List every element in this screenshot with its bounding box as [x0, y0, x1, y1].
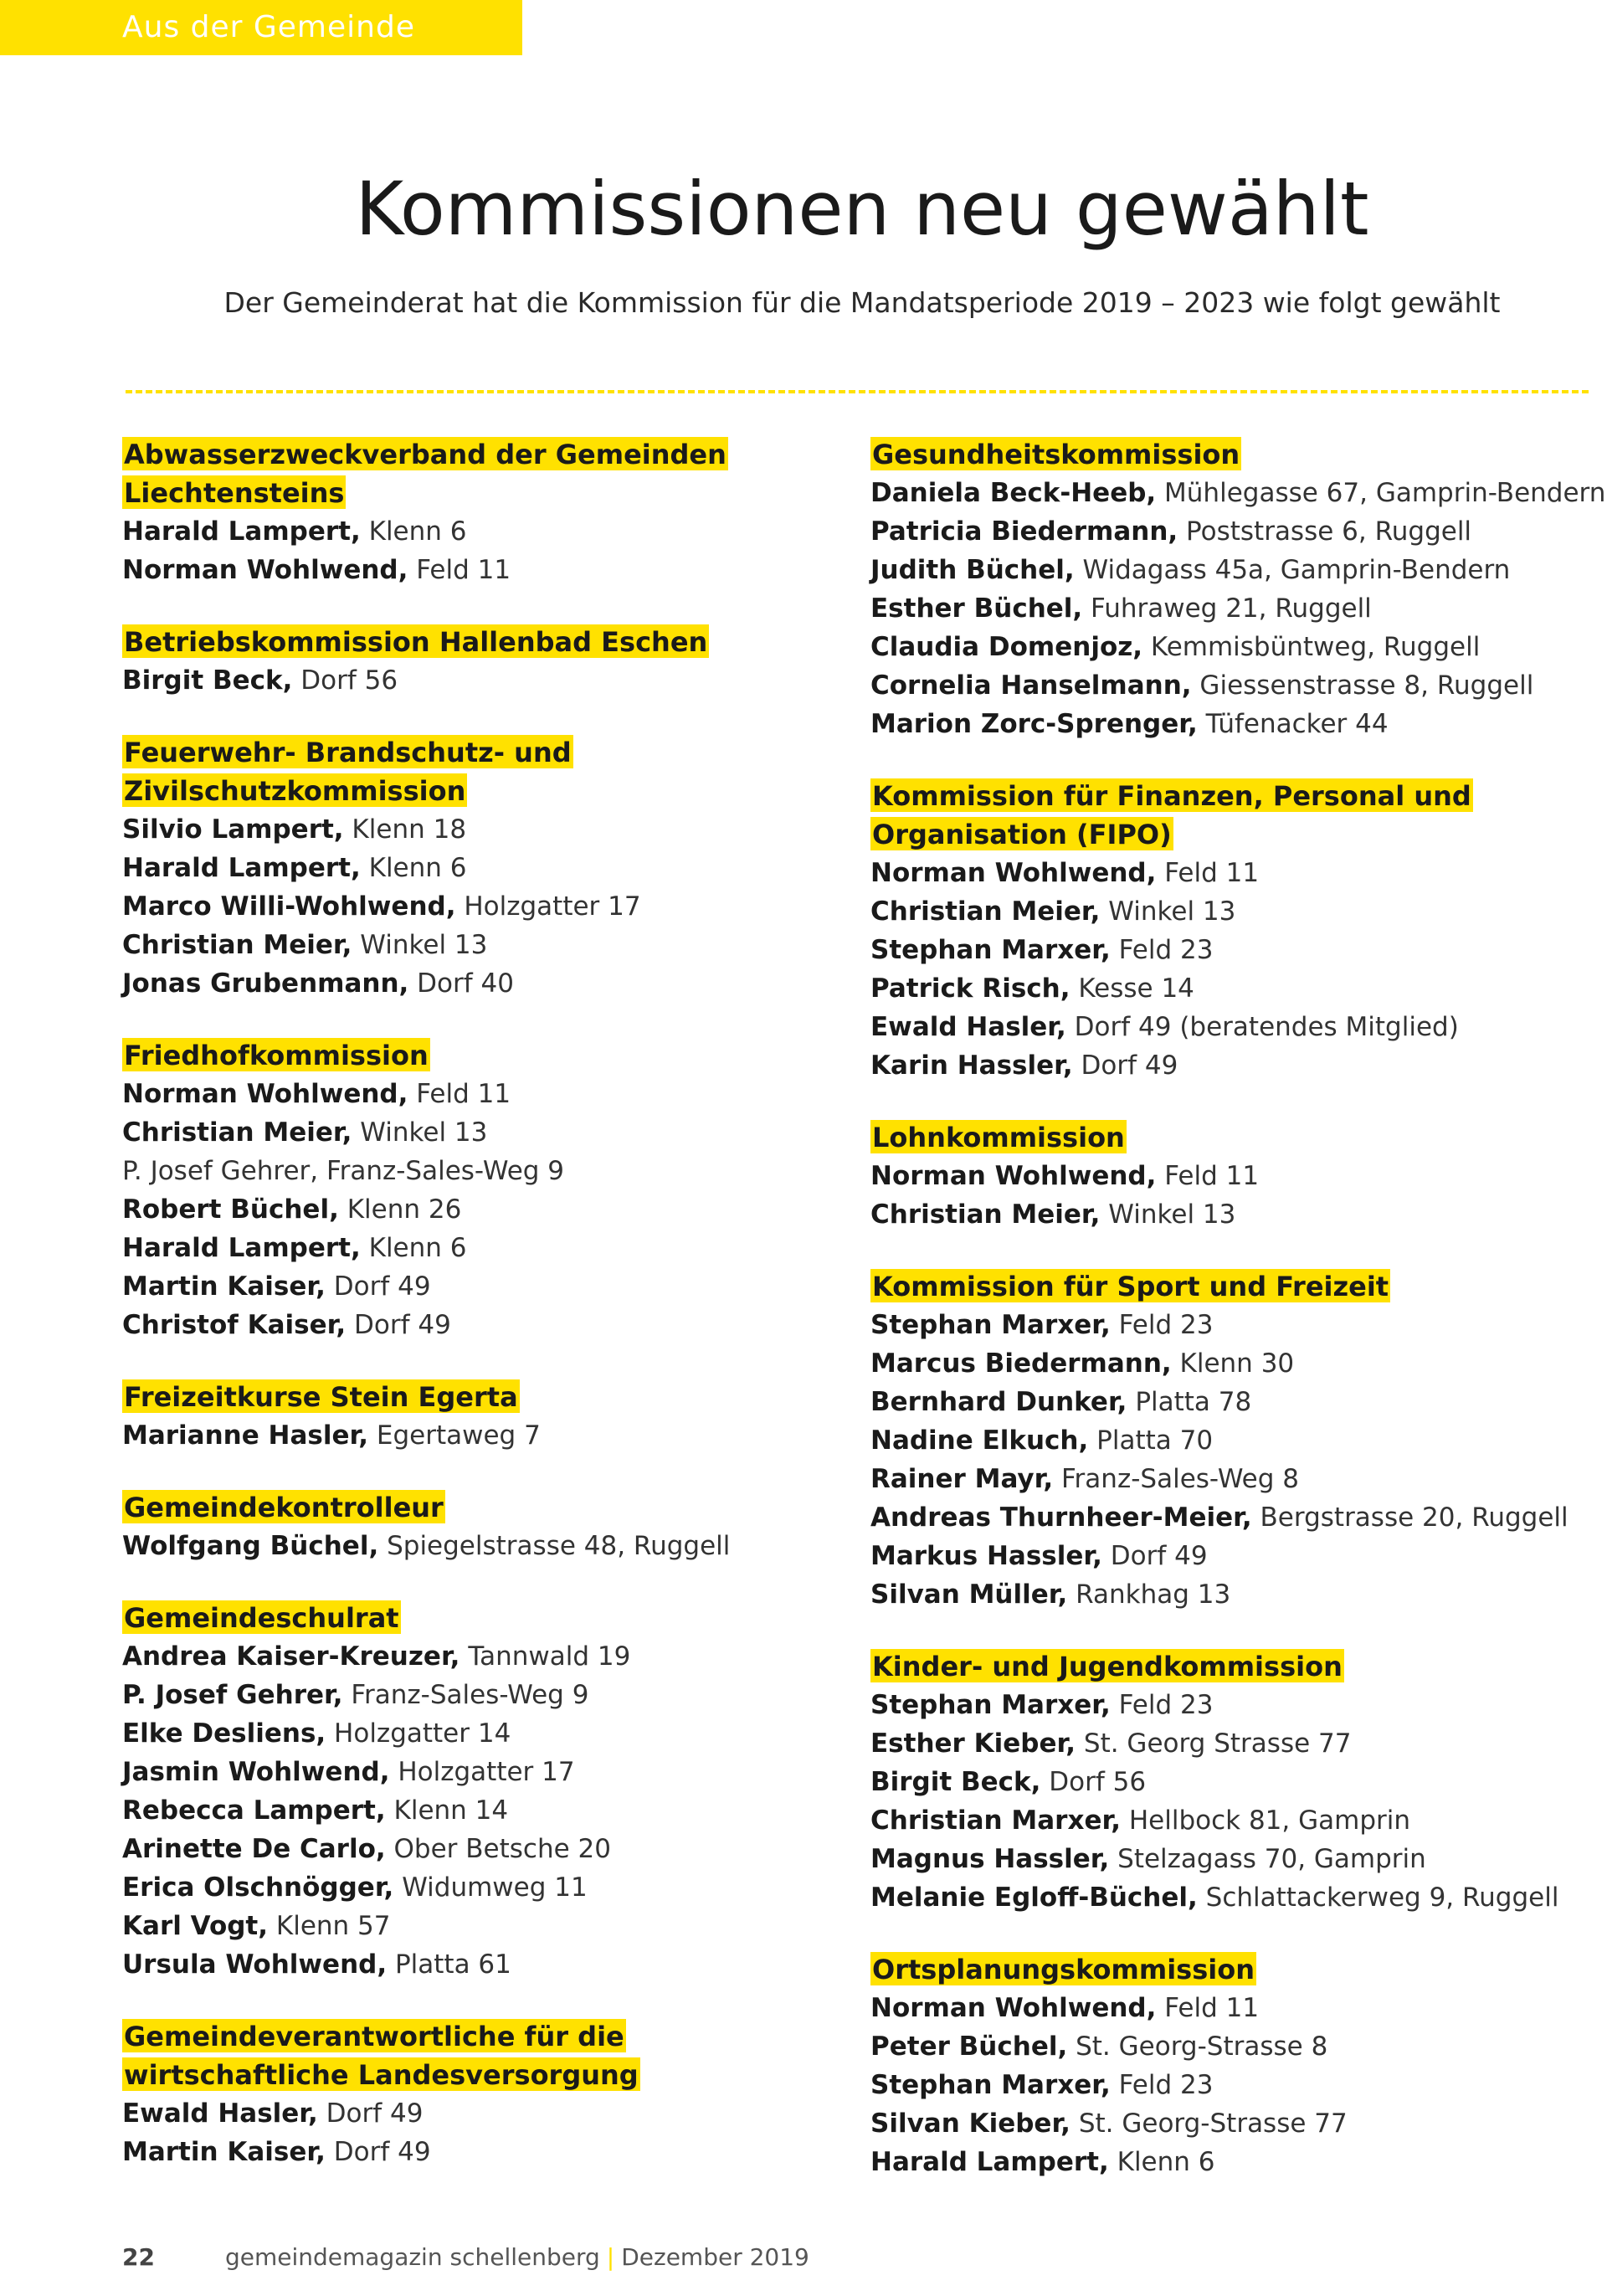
member-entry — [122, 1267, 842, 1306]
page-footer — [122, 2243, 809, 2271]
member-entry — [870, 1575, 1590, 1614]
member-name: Patrick Risch, — [870, 973, 1070, 1004]
member-name: Silvan Kieber, — [870, 2109, 1070, 2139]
member-entry — [870, 1537, 1590, 1575]
member-address: Feld 11 — [1156, 1161, 1260, 1191]
member-name: Melanie Egloff-Büchel, — [870, 1883, 1198, 1913]
member-name: Harald Lampert, — [122, 516, 361, 547]
member-name: Wolfgang Büchel, — [122, 1531, 379, 1561]
member-name: Arinette De Carlo, — [122, 1834, 386, 1864]
commission-group — [870, 1118, 1590, 1234]
member-address: Holzgatter 17 — [455, 891, 641, 922]
member-address: Stelzagass 70, Gamprin — [1109, 1844, 1426, 1874]
commission-group — [870, 777, 1590, 1085]
member-name: Patricia Biedermann, — [870, 516, 1178, 547]
commission-heading-text: Gemeindeschulrat — [124, 1602, 399, 1634]
member-address: Klenn 14 — [385, 1795, 509, 1826]
member-name: Marianne Hasler, — [122, 1420, 369, 1451]
member-name: Elke Desliens, — [122, 1718, 326, 1749]
member-entry — [870, 2027, 1590, 2066]
member-entry — [122, 1791, 842, 1830]
member-entry — [122, 2094, 842, 2133]
commission-heading-text: Abwasserzweckverband der Gemeinden Liechtensteins — [124, 439, 726, 509]
page-title: Kommissionen neu gewählt — [355, 166, 1369, 252]
commission-heading — [870, 777, 1590, 854]
member-entry — [870, 2143, 1590, 2181]
member-address: Klenn 30 — [1171, 1348, 1295, 1379]
commission-group — [870, 435, 1606, 743]
member-name: Christian Meier, — [122, 1117, 352, 1148]
member-address: Franz-Sales-Weg 8 — [1053, 1464, 1300, 1494]
member-entry — [870, 2104, 1590, 2143]
member-name: Silvio Lampert, — [122, 814, 344, 845]
member-entry — [870, 854, 1590, 892]
member-entry — [122, 887, 842, 926]
page-subtitle: Der Gemeinderat hat die Kommission für die Mandatsperiode 2019 – 2023 wie folgt gewählt — [223, 286, 1501, 319]
commission-heading — [870, 1950, 1590, 1989]
member-entry — [870, 1989, 1590, 2027]
member-entry — [870, 1763, 1590, 1801]
member-address: Dorf 56 — [292, 665, 398, 696]
member-address: Winkel 13 — [352, 930, 488, 960]
member-entry — [122, 1113, 842, 1152]
member-name: Karin Hassler, — [870, 1050, 1073, 1081]
member-address: Dorf 49 — [1101, 1541, 1208, 1571]
member-address: Feld 23 — [1110, 1690, 1214, 1720]
member-entry — [122, 1152, 842, 1190]
member-address: Tannwald 19 — [460, 1641, 631, 1672]
member-entry — [122, 1306, 842, 1344]
member-address: Feld 23 — [1110, 935, 1214, 965]
member-address: Rankhag 13 — [1067, 1579, 1231, 1610]
commission-group — [122, 1378, 842, 1455]
commission-heading-text: Lohnkommission — [872, 1122, 1125, 1153]
member-name: Esther Kieber, — [870, 1728, 1076, 1759]
member-name: Robert Büchel, — [122, 1194, 339, 1225]
member-entry — [870, 551, 1590, 589]
member-address: Klenn 6 — [360, 1233, 467, 1263]
commission-group — [870, 1950, 1590, 2181]
member-name: Norman Wohlwend, — [870, 1161, 1157, 1191]
member-entry — [122, 1416, 842, 1455]
commission-group — [122, 623, 842, 700]
section-tab: Aus der Gemeinde — [0, 0, 522, 55]
member-address: Dorf 49 — [317, 2098, 424, 2129]
commission-heading-text: Gemeindeverantwortliche für die wirtschaftliche Landesversorgung — [124, 2021, 639, 2091]
commission-heading-text: Kommission für Sport und Freizeit — [872, 1271, 1389, 1302]
member-name: Markus Hassler, — [870, 1541, 1102, 1571]
member-name: Cornelia Hanselmann, — [870, 670, 1192, 701]
commission-heading — [870, 1647, 1590, 1686]
member-name: Silvan Müller, — [870, 1579, 1068, 1610]
member-name: Erica Olschnögger, — [122, 1872, 394, 1903]
member-name: Marion Zorc-Sprenger, — [870, 709, 1198, 739]
commission-group — [870, 1647, 1590, 1917]
commission-heading-text: Friedhofkommission — [124, 1040, 429, 1071]
member-entry — [122, 1527, 842, 1565]
commission-group — [122, 1488, 842, 1565]
member-address: Fuhraweg 21, Ruggell — [1082, 593, 1372, 624]
member-entry — [870, 1157, 1590, 1195]
member-entry — [870, 1460, 1590, 1498]
member-name: Stephan Marxer, — [870, 1690, 1111, 1720]
member-address: Feld 11 — [408, 555, 511, 585]
member-entry — [122, 1830, 842, 1868]
member-entry — [122, 551, 842, 589]
member-name: Norman Wohlwend, — [870, 858, 1157, 888]
commission-heading — [122, 1488, 842, 1527]
commission-group — [122, 435, 842, 589]
right-column — [870, 435, 1606, 2215]
member-address: Widagass 45a, Gamprin-Bendern — [1074, 555, 1511, 585]
member-entry — [870, 705, 1590, 743]
member-address: Widumweg 11 — [393, 1872, 588, 1903]
member-address: Bergstrasse 20, Ruggell — [1251, 1502, 1568, 1533]
member-address: Feld 23 — [1110, 2070, 1214, 2100]
member-address: Dorf 49 — [325, 2137, 431, 2167]
member-address: Winkel 13 — [1100, 1199, 1236, 1230]
member-entry — [870, 1008, 1590, 1046]
member-entry — [870, 1046, 1590, 1085]
member-address: Feld 11 — [1156, 858, 1260, 888]
member-name: Norman Wohlwend, — [870, 1993, 1157, 2023]
member-name: Martin Kaiser, — [122, 2137, 326, 2167]
member-name: Harald Lampert, — [870, 2147, 1109, 2177]
member-entry — [122, 810, 842, 849]
member-entry — [870, 1195, 1590, 1234]
member-address: Dorf 49 (beratendes Mitglied) — [1065, 1012, 1459, 1042]
member-name: Karl Vogt, — [122, 1911, 269, 1941]
member-address: Klenn 57 — [268, 1911, 391, 1941]
member-name: Marcus Biedermann, — [870, 1348, 1172, 1379]
member-address: Winkel 13 — [352, 1117, 488, 1148]
member-name: Stephan Marxer, — [870, 2070, 1111, 2100]
member-entry — [870, 1306, 1590, 1344]
member-entry — [122, 1229, 842, 1267]
commission-heading-text: Feuerwehr- Brandschutz- und Zivilschutzkommission — [124, 737, 572, 807]
member-address: Tüfenacker 44 — [1197, 709, 1389, 739]
member-name: Judith Büchel, — [870, 555, 1075, 585]
commission-heading — [122, 2017, 842, 2094]
member-entry — [870, 589, 1590, 628]
member-address: Franz-Sales-Weg 9 — [342, 1680, 589, 1710]
member-entry — [870, 628, 1590, 666]
member-name: P. Josef Gehrer, — [122, 1680, 343, 1710]
member-address: Dorf 40 — [408, 968, 514, 999]
member-address: Winkel 13 — [1100, 896, 1236, 927]
commission-group — [122, 733, 842, 1003]
commission-heading — [122, 1599, 842, 1637]
commission-heading — [870, 435, 1590, 474]
member-address: Klenn 6 — [360, 853, 467, 883]
member-entry — [870, 892, 1590, 931]
left-column — [122, 435, 842, 2205]
issue-date: Dezember 2019 — [621, 2243, 809, 2271]
member-name: Esther Büchel, — [870, 593, 1083, 624]
member-address: Dorf 49 — [346, 1310, 451, 1340]
member-address: Feld 23 — [1110, 1310, 1214, 1340]
member-name: Magnus Hassler, — [870, 1844, 1110, 1874]
commission-heading-text: Kinder- und Jugendkommission — [872, 1651, 1343, 1682]
member-address: Klenn 6 — [1108, 2147, 1215, 2177]
member-name: Rebecca Lampert, — [122, 1795, 386, 1826]
member-name: Norman Wohlwend, — [122, 555, 408, 585]
member-entry — [870, 1344, 1590, 1383]
commission-heading-text: Gemeindekontrolleur — [124, 1492, 444, 1523]
member-entry — [870, 1498, 1590, 1537]
member-address: Kesse 14 — [1070, 973, 1194, 1004]
member-entry — [122, 1907, 842, 1945]
member-name: Marco Willi-Wohlwend, — [122, 891, 456, 922]
dashed-divider — [126, 390, 1589, 393]
member-name: Claudia Domenjoz, — [870, 632, 1143, 662]
member-name: Jasmin Wohlwend, — [122, 1757, 390, 1787]
member-name: Harald Lampert, — [122, 853, 361, 883]
member-name: Andreas Thurnheer-Meier, — [870, 1502, 1252, 1533]
commission-heading-text: Kommission für Finanzen, Personal und Organisation (FIPO) — [872, 780, 1471, 850]
commission-heading-text: Ortsplanungskommission — [872, 1954, 1255, 1985]
member-address: Ober Betsche 20 — [385, 1834, 611, 1864]
member-entry — [122, 512, 842, 551]
member-entry — [870, 2066, 1590, 2104]
member-address: Spiegelstrasse 48, Ruggell — [378, 1531, 731, 1561]
member-entry — [122, 2133, 842, 2171]
member-entry — [870, 969, 1590, 1008]
member-name: Ursula Wohlwend, — [122, 1949, 388, 1980]
member-entry — [122, 1075, 842, 1113]
member-entry — [122, 849, 842, 887]
member-address: St. Georg Strasse 77 — [1076, 1728, 1352, 1759]
member-address: Dorf 49 — [325, 1271, 431, 1302]
member-entry — [870, 1724, 1590, 1763]
member-name: Ewald Hasler, — [870, 1012, 1066, 1042]
member-name: Nadine Elkuch, — [870, 1425, 1089, 1456]
member-name: Harald Lampert, — [122, 1233, 361, 1263]
commission-heading — [870, 1118, 1590, 1157]
member-entry — [870, 1840, 1590, 1878]
commission-heading-text: Gesundheitskommission — [872, 439, 1240, 470]
commission-group — [122, 1036, 842, 1344]
member-entry — [870, 1383, 1590, 1421]
footer-separator: | — [606, 2243, 615, 2271]
member-address: Platta 70 — [1088, 1425, 1214, 1456]
member-entry — [122, 1945, 842, 1984]
member-name: Birgit Beck, — [122, 665, 293, 696]
member-address: Hellbock 81, Gamprin — [1121, 1805, 1411, 1836]
member-address: P. Josef Gehrer, Franz-Sales-Weg 9 — [122, 1156, 565, 1186]
member-address: Dorf 56 — [1040, 1767, 1147, 1797]
member-address: Poststrasse 6, Ruggell — [1178, 516, 1472, 547]
commission-heading — [122, 733, 842, 810]
member-address: Klenn 18 — [343, 814, 467, 845]
member-name: Rainer Mayr, — [870, 1464, 1054, 1494]
member-address: Egertaweg 7 — [368, 1420, 541, 1451]
member-entry — [122, 1190, 842, 1229]
commission-group — [870, 1267, 1590, 1614]
member-entry — [870, 931, 1590, 969]
member-entry — [122, 1868, 842, 1907]
member-entry — [122, 1753, 842, 1791]
member-name: Daniela Beck-Heeb, — [870, 478, 1157, 508]
commission-heading — [122, 623, 842, 661]
member-name: Christian Marxer, — [870, 1805, 1121, 1836]
member-entry — [122, 661, 842, 700]
commission-heading — [122, 1036, 842, 1075]
member-entry — [122, 1676, 842, 1714]
member-address: Platta 61 — [387, 1949, 511, 1980]
commission-heading — [122, 435, 842, 512]
member-entry — [122, 1714, 842, 1753]
member-address: Dorf 49 — [1072, 1050, 1178, 1081]
member-name: Bernhard Dunker, — [870, 1387, 1127, 1417]
member-name: Birgit Beck, — [870, 1767, 1041, 1797]
member-address: St. Georg-Strasse 77 — [1070, 2109, 1348, 2139]
member-address: Klenn 26 — [338, 1194, 462, 1225]
commission-heading — [122, 1378, 842, 1416]
member-name: Jonas Grubenmann, — [122, 968, 409, 999]
member-entry — [870, 1878, 1590, 1917]
member-entry — [870, 1421, 1590, 1460]
member-name: Ewald Hasler, — [122, 2098, 318, 2129]
member-entry — [122, 964, 842, 1003]
commission-heading-text: Freizeitkurse Stein Egerta — [124, 1381, 518, 1413]
member-name: Andrea Kaiser-Kreuzer, — [122, 1641, 460, 1672]
member-entry — [870, 512, 1590, 551]
member-entry — [870, 1801, 1590, 1840]
member-address: Holzgatter 14 — [326, 1718, 511, 1749]
publication-name: gemeindemagazin schellenberg — [224, 2243, 600, 2271]
commission-heading-text: Betriebskommission Hallenbad Eschen — [124, 626, 708, 658]
member-address: Mühlegasse 67, Gamprin-Bendern — [1156, 478, 1606, 508]
member-address: Klenn 6 — [360, 516, 467, 547]
member-name: Stephan Marxer, — [870, 935, 1111, 965]
member-address: Feld 11 — [1156, 1993, 1260, 2023]
member-entry — [870, 474, 1606, 512]
member-address: Feld 11 — [408, 1079, 511, 1109]
member-name: Peter Büchel, — [870, 2031, 1068, 2062]
member-name: Stephan Marxer, — [870, 1310, 1111, 1340]
member-entry — [122, 926, 842, 964]
member-name: Christof Kaiser, — [122, 1310, 347, 1340]
member-entry — [870, 666, 1590, 705]
commission-group — [122, 1599, 842, 1984]
page-number: 22 — [122, 2243, 155, 2271]
commission-heading — [870, 1267, 1590, 1306]
member-entry — [122, 1637, 842, 1676]
member-address: Kemmisbüntweg, Ruggell — [1142, 632, 1481, 662]
member-address: Schlattackerweg 9, Ruggell — [1197, 1883, 1559, 1913]
member-name: Christian Meier, — [870, 896, 1101, 927]
commission-group — [122, 2017, 842, 2171]
member-name: Christian Meier, — [870, 1199, 1101, 1230]
member-entry — [870, 1686, 1590, 1724]
member-address: Giessenstrasse 8, Ruggell — [1191, 670, 1534, 701]
member-address: Holzgatter 17 — [389, 1757, 575, 1787]
member-name: Norman Wohlwend, — [122, 1079, 408, 1109]
member-address: Platta 78 — [1127, 1387, 1252, 1417]
member-name: Christian Meier, — [122, 930, 352, 960]
member-address: St. Georg-Strasse 8 — [1067, 2031, 1328, 2062]
member-name: Martin Kaiser, — [122, 1271, 326, 1302]
